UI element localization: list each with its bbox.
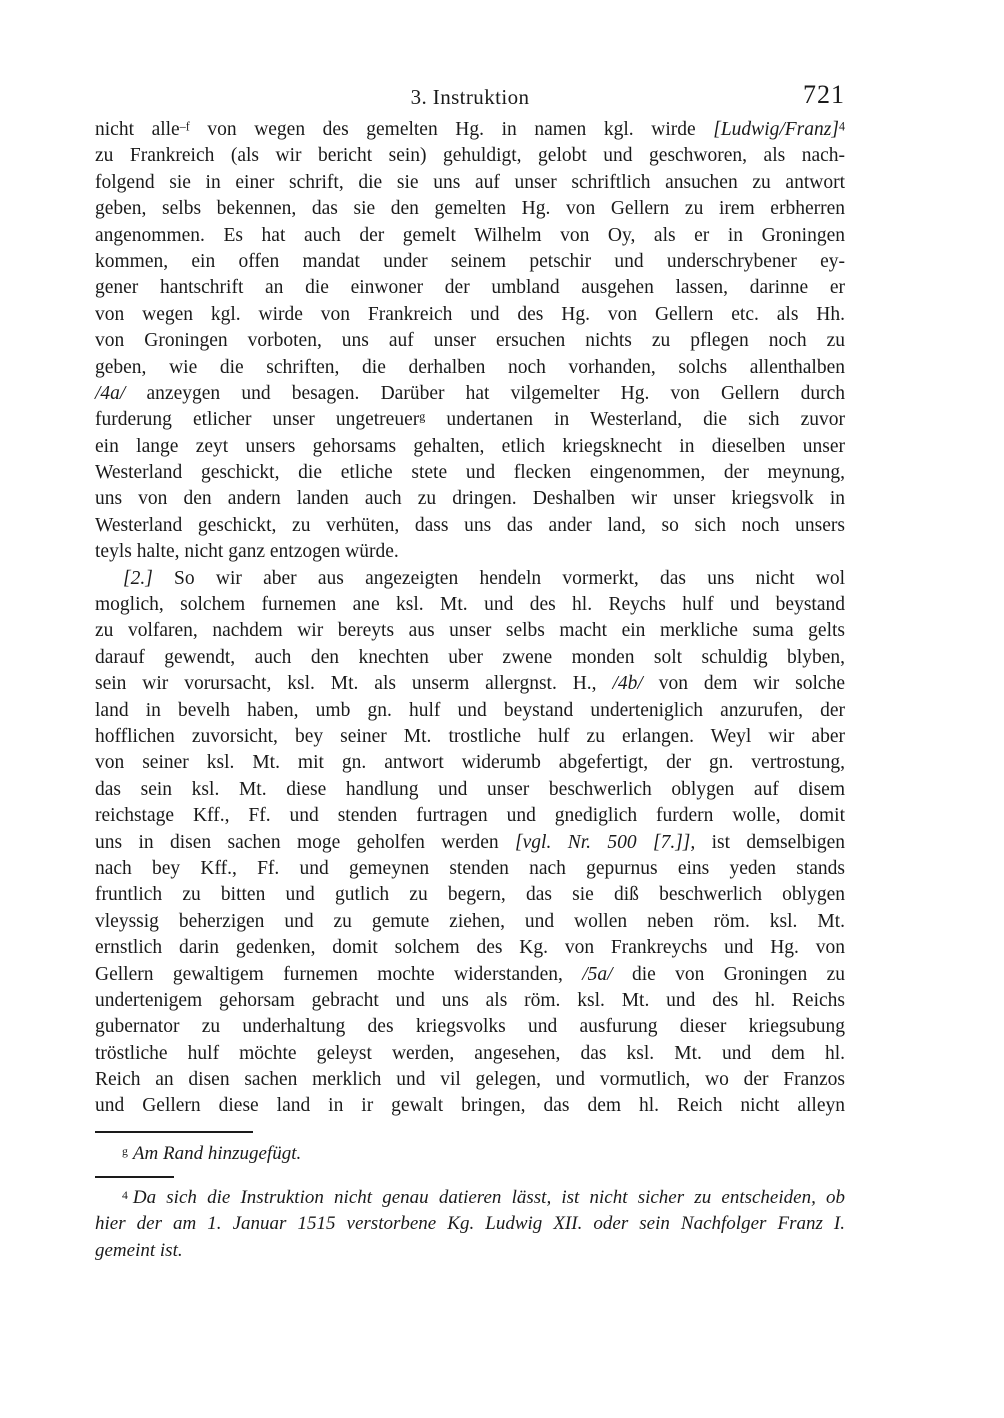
italic-segment: /4a/: [95, 382, 126, 404]
text-line: [95, 962, 845, 988]
text-segment: Westerland geschickt, zu verhüten, dass uns das ander land, so sich noch unsers: [95, 514, 845, 536]
text-line: [95, 1041, 845, 1067]
text-line: [95, 1211, 845, 1237]
text-segment: von dem wir solche: [642, 673, 845, 695]
text-line: [95, 117, 845, 143]
text-line: [95, 645, 845, 671]
text-segment: Gellern gewaltigem furnemen mochte widerstanden,: [95, 963, 583, 985]
text-segment: teyls halte, nicht ganz entzogen würde.: [95, 541, 399, 563]
text-segment: gener hantschrift an die einwoner der umbland ausgehen lassen, darinne er: [95, 277, 845, 299]
text-line: [95, 618, 845, 644]
italic-segment: gemeint ist.: [95, 1239, 183, 1261]
text-segment: undertanen in Westerland, die sich zuvor: [425, 409, 845, 431]
text-segment: ein lange zeyt unsers gehorsams gehalten, etlich kriegsknecht in dieselben unser: [95, 435, 845, 457]
text-segment: kommen, ein offen mandat under seinem petschir und underschrybener ey-: [95, 250, 845, 272]
section-heading: 3. Instruktion: [410, 85, 530, 109]
text-line: [95, 223, 845, 249]
italic-segment: /5a/: [582, 963, 613, 985]
text-segment: vleyssig beherzigen und zu gemute ziehen, und wollen neben röm. ksl. Mt.: [95, 910, 845, 932]
text-segment: nicht alle: [95, 119, 180, 140]
text-segment: von Groningen vorboten, uns auf unser ersuchen nichts zu pflegen noch zu: [95, 330, 845, 352]
text-segment: die von Groningen zu: [612, 963, 845, 985]
text-segment: ernstlich darin gedenken, domit solchem des Kg. von Frankreychs und Hg. von: [95, 937, 845, 959]
text-segment: moglich, solchem furnemen ane ksl. Mt. und des hl. Reychs hulf und beystand: [95, 594, 845, 616]
text-line: [95, 381, 845, 407]
italic-segment: /4b/: [612, 673, 643, 695]
text-line: [95, 302, 845, 328]
paragraph: [95, 566, 845, 1120]
text-segment: angenommen. Es hat auch der gemelt Wilhelm von Oy, als er in Groningen: [95, 224, 845, 246]
text-segment: undertenigem gehorsam gebracht und uns als röm. ksl. Mt. und des hl. Reichs: [95, 989, 845, 1011]
text-line: [95, 1185, 845, 1211]
text-line: [95, 434, 845, 460]
text-segment: reichstage Kff., Ff. und stenden furtragen und gnediglich furdern wolle, domit: [95, 805, 845, 827]
apparatus-separator-rule: [95, 1131, 253, 1133]
text-segment: geben, selbs bekennen, das sie den gemelten Hg. von Gellern zu irem erbherren: [95, 198, 845, 220]
italic-segment: hier der am 1. Januar 1515 verstorbene Kg. Ludwig XII. oder sein Nachfolger Franz I.: [95, 1213, 845, 1235]
italic-segment: [Ludwig/Franz]: [713, 119, 839, 140]
text-segment: anzeygen und besagen. Darüber hat vilgemelter Hg. von Gellern durch: [125, 382, 845, 404]
text-line: [95, 355, 845, 381]
text-segment: zu Frankreich (als wir bericht sein) gehuldigt, gelobt und geschworen, als nach-: [95, 145, 845, 167]
text-line: [95, 935, 845, 961]
text-segment: ist demselbigen: [695, 831, 845, 853]
text-segment: hofflichen zuvorsicht, bey seiner Mt. trostliche hulf zu erlangen. Weyl wir aber: [95, 725, 845, 747]
text-line: [95, 460, 845, 486]
commentary-separator-rule: [95, 1176, 174, 1178]
text-line: [95, 170, 845, 196]
italic-segment: Am Rand hinzugefügt.: [132, 1143, 302, 1164]
text-segment: das sein ksl. Mt. diese handlung und unser beschwerlich oblygen auf disem: [95, 778, 845, 800]
text-line: [95, 1093, 845, 1119]
text-line: [95, 1067, 845, 1093]
text-segment: und Gellern diese land in ir gewalt bringen, das dem hl. Reich nicht alleyn: [95, 1095, 845, 1117]
text-segment: gubernator zu underhaltung des kriegsvolks und ausfurung dieser kriegsubung: [95, 1016, 845, 1038]
text-line: [95, 830, 845, 856]
text-segment: Reich an disen sachen merklich und vil gelegen, und vormutlich, wo der Franzos: [95, 1069, 845, 1091]
text-segment: nach bey Kff., Ff. und gemeynen stenden nach gepurnus eins yeden stands: [95, 857, 845, 879]
main-text-block: [95, 117, 845, 1120]
text-segment: von wegen kgl. wirde von Frankreich und des Hg. von Gellern etc. als Hh.: [95, 303, 845, 325]
superscript-mark: 4: [838, 119, 845, 134]
text-segment: uns von den andern landen auch zu dringen. Deshalben wir unser kriegsvolk in: [95, 488, 845, 510]
footnote-area: [95, 1131, 845, 1264]
text-segment: darauf gewendt, auch den knechten uber zwene monden solt schuldig blyben,: [95, 646, 845, 668]
text-segment: Westerland geschickt, die etliche stete und flecken eingenommen, der meynung,: [95, 462, 845, 484]
text-segment: sein wir vorursacht, ksl. Mt. als unserm allergnst. H.,: [95, 673, 613, 695]
text-line: [95, 1014, 845, 1040]
text-line: [95, 750, 845, 776]
text-line: [95, 249, 845, 275]
text-line: [95, 882, 845, 908]
italic-segment: [2.]: [123, 567, 153, 589]
running-head: [95, 80, 845, 110]
italic-segment: Da sich die Instruktion nicht genau datieren lässt, ist nicht sicher zu entscheiden, ob: [132, 1187, 845, 1209]
text-segment: folgend sie in einer schrift, die sie uns auf unser schriftlich ansuchen zu antwort: [95, 171, 845, 193]
text-line: [95, 513, 845, 539]
italic-segment: [vgl. Nr. 500 [7.]],: [515, 831, 696, 853]
text-line: [95, 1238, 845, 1264]
text-segment: geben, wie die schriften, die derhalben noch vorhanden, solchs allenthalben: [95, 356, 845, 378]
text-line: [95, 909, 845, 935]
apparatus-footnote: [95, 1141, 845, 1167]
text-line: [95, 196, 845, 222]
text-segment: von wegen des gemelten Hg. in namen kgl. wirde: [189, 119, 714, 140]
superscript-mark: g: [122, 1144, 128, 1158]
text-line: [95, 275, 845, 301]
text-line: [95, 486, 845, 512]
text-segment: von seiner ksl. Mt. mit gn. antwort widerumb abgefertigt, der gn. vertrostung,: [95, 752, 845, 774]
text-line: [95, 143, 845, 169]
text-line: [95, 1141, 845, 1167]
text-segment: So wir aber aus angezeigten hendeln vormerkt, das uns nicht wol: [152, 567, 845, 589]
text-line: [95, 803, 845, 829]
text-line: [95, 698, 845, 724]
text-line: [95, 856, 845, 882]
page-number: 721: [803, 80, 845, 109]
text-line: [95, 592, 845, 618]
text-segment: uns in disen sachen moge geholfen werden: [95, 831, 516, 853]
text-segment: fruntlich zu bitten und gutlich zu begern, das sie diß beschwerlich oblygen: [95, 884, 845, 906]
text-segment: land in bevelh haben, umb gn. hulf und beystand underteniglich anzurufen, der: [95, 699, 845, 721]
text-line: [95, 777, 845, 803]
text-line: [95, 988, 845, 1014]
commentary-footnote: [95, 1185, 845, 1264]
text-segment: zu volfaren, nachdem wir bereyts aus unser selbs macht ein merkliche suma gelts: [95, 620, 845, 642]
superscript-mark: g: [419, 409, 426, 424]
text-line: [95, 566, 845, 592]
text-segment: furderung etlicher unser ungetreuer: [95, 409, 420, 431]
text-line: [95, 407, 845, 433]
text-line: [95, 539, 845, 565]
superscript-mark: –f: [179, 119, 190, 134]
text-line: [95, 671, 845, 697]
text-line: [95, 724, 845, 750]
paragraph: [95, 117, 845, 566]
text-line: [95, 328, 845, 354]
superscript-mark: 4: [122, 1188, 128, 1202]
text-segment: tröstliche hulf möchte geleyst werden, angesehen, das ksl. Mt. und dem hl.: [95, 1042, 845, 1064]
